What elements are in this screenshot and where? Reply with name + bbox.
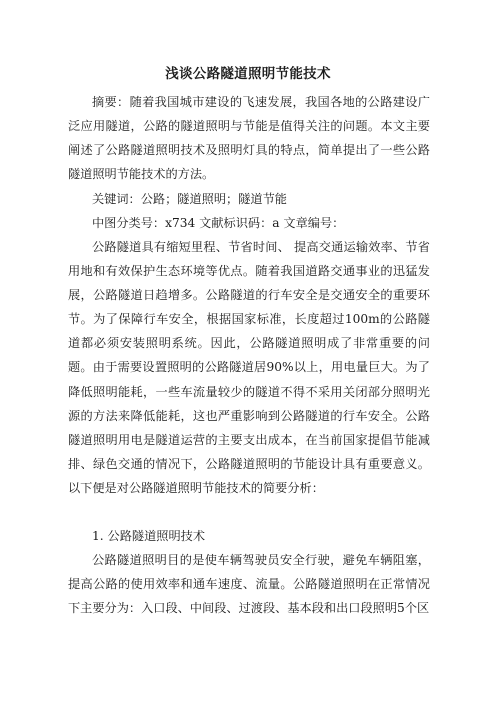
section-1-heading: 1. 公路隧道照明技术 (92, 529, 206, 543)
document-title: 浅谈公路隧道照明节能技术 (165, 66, 331, 82)
keywords-paragraph: 关键词：公路；隧道照明；隧道节能 (92, 192, 287, 206)
intro-paragraph: 公路隧道具有缩短里程、节省时间、 提高交通运输效率、节省用地和有效保护生态环境等优点。随着我国道路交通事业的迅猛发展，公路隧道日趋增多。公路隧道的行车安全是交通安全的重要环节。为了保障行车安全，根据国家标准，长度超过100m的公路隧道都必须安装照明系统。因此，公路隧道照明成了非常重要的问题。由于需要设置照明的公路隧道居90%以上，用电量巨大。为了降低照明能耗，一些车流量较少的隧道不得不采用关闭部分照明光源的方法来降低能耗，这也严重影响到公路隧道的行车安全。公路隧道照明用电是隧道运营的主要支出成本，在当前国家提倡节能减排、绿色交通的情况下，公路隧道照明的节能设计具有重要意义。以下便是对公路隧道照明节能技术的简要分析： (68, 240, 430, 495)
classification-paragraph: 中图分类号：x734 文献标识码：a 文章编号： (92, 216, 345, 230)
section-1-body: 公路隧道照明目的是使车辆驾驶员安全行驶，避免车辆阻塞，提高公路的使用效率和通车速度、流量。公路隧道照明在正常情况下主要分为：入口段、中间段、过渡段、基本段和出口段照明5个区 (68, 553, 430, 616)
abstract-paragraph: 摘要：随着我国城市建设的飞速发展，我国各地的公路建设广泛应用隧道，公路的隧道照明与节能是值得关注的问题。本文主要阐述了公路隧道照明技术及照明灯具的特点，简单提出了一些公路隧道照明节能技术的方法。 (68, 95, 430, 182)
